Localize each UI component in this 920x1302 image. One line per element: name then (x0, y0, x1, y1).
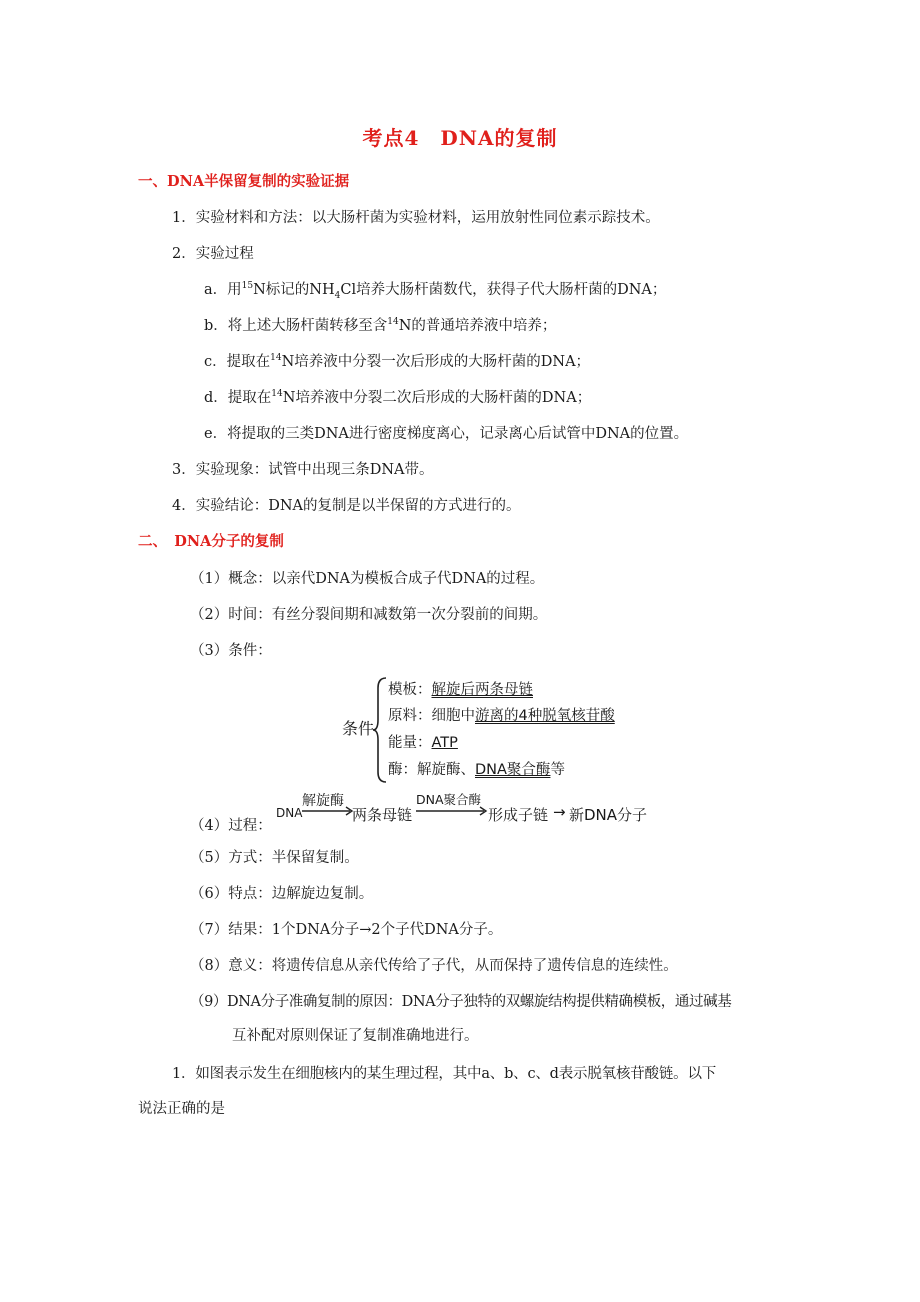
step-e: e．将提取的三类DNA进行密度梯度离心，记录离心后试管中DNA的位置。 (204, 426, 689, 442)
condition-energy-value: ATP (431, 735, 458, 751)
flow-arrow-1-icon (302, 806, 354, 816)
condition-template-key: 模板： (388, 682, 432, 698)
step-c-post: N培养液中分裂一次后形成的大肠杆菌的DNA； (281, 354, 591, 370)
step-b-sup: 14 (387, 317, 399, 328)
step-b (204, 314, 556, 335)
step-d-sup: 14 (271, 389, 283, 400)
condition-material (388, 704, 615, 725)
condition-template (388, 678, 533, 699)
point-significance: （8）意义：将遗传信息从亲代传给了子代，从而保持了遗传信息的连续性。 (190, 958, 678, 974)
item-experiment-process: 2．实验过程 (172, 246, 254, 262)
step-a-sub: 4 (334, 290, 341, 301)
point-result: （7）结果：1个DNA分子→2个子代DNA分子。 (190, 922, 503, 938)
item-materials-methods: 1．实验材料和方法：以大肠杆菌为实验材料，运用放射性同位素示踪技术。 (172, 210, 660, 226)
step-a-mid: N标记的NH (253, 282, 335, 298)
brace-icon (372, 676, 388, 784)
step-c-pre: c．提取在 (204, 354, 271, 370)
flow-start: DNA (276, 806, 303, 820)
point-time: （2）时间：有丝分裂间期和减数第一次分裂前的间期。 (190, 607, 548, 623)
condition-enzyme-value: DNA聚合酶 (475, 762, 551, 778)
step-a-sup: 15 (241, 281, 254, 292)
condition-energy (388, 731, 458, 752)
conditions-label: 条件 (342, 719, 375, 738)
page-title: 考点4 DNA的复制 (362, 126, 558, 150)
flow-enzyme-1: 解旋酶 (302, 793, 344, 809)
condition-enzyme-tail: 等 (550, 762, 565, 778)
section-heading-2: 二、 DNA分子的复制 (138, 533, 284, 550)
flow-mid: 两条母链 (352, 806, 413, 824)
condition-enzyme (388, 758, 565, 779)
step-d-pre: d．提取在 (204, 390, 272, 406)
point-feature: （6）特点：边解旋边复制。 (190, 886, 374, 902)
condition-energy-key: 能量： (388, 735, 432, 751)
flow-step-3: 形成子链 (488, 806, 549, 824)
question-line-2: 说法正确的是 (138, 1101, 225, 1117)
step-b-pre: b．将上述大肠杆菌转移至含 (204, 318, 388, 334)
point-conditions: （3）条件： (190, 643, 272, 659)
item-phenomenon: 3．实验现象：试管中出现三条DNA带。 (172, 462, 434, 478)
step-c-sup: 14 (270, 353, 282, 364)
step-a-pre: a．用 (204, 282, 242, 298)
condition-material-key: 原料：细胞中 (388, 708, 475, 724)
step-c (204, 350, 590, 371)
step-a (204, 278, 666, 299)
condition-template-value: 解旋后两条母链 (431, 682, 533, 698)
step-d-post: N培养液中分裂二次后形成的大肠杆菌的DNA； (282, 390, 592, 406)
point-concept: （1）概念：以亲代DNA为模板合成子代DNA的过程。 (190, 571, 545, 587)
flow-arrow-2-icon (416, 806, 488, 816)
step-d (204, 386, 591, 407)
step-a-post: Cl培养大肠杆菌数代，获得子代大肠杆菌的DNA； (340, 282, 667, 298)
section-heading-1: 一、DNA半保留复制的实验证据 (138, 173, 350, 190)
point-mode: （5）方式：半保留复制。 (190, 850, 359, 866)
flow-enzyme-2: DNA聚合酶 (416, 792, 482, 807)
point-process: （4）过程： (190, 818, 272, 834)
process-flow (276, 790, 666, 828)
step-b-post: N的普通培养液中培养； (398, 318, 557, 334)
question-line-1: 1．如图表示发生在细胞核内的某生理过程，其中a、b、c、d表示脱氧核苷酸链。以下 (172, 1066, 717, 1082)
conditions-diagram (340, 674, 670, 786)
condition-material-value: 游离的4种脱氧核苷酸 (475, 708, 615, 724)
point-reason-line-1: （9）DNA分子准确复制的原因：DNA分子独特的双螺旋结构提供精确模板，通过碱基 (190, 994, 732, 1010)
flow-arrow-3-icon: → (553, 803, 566, 821)
flow-end: 新DNA分子 (569, 806, 648, 824)
condition-enzyme-key: 酶：解旋酶、 (388, 762, 475, 778)
point-reason-line-2: 互补配对原则保证了复制准确地进行。 (232, 1028, 479, 1044)
item-conclusion: 4．实验结论：DNA的复制是以半保留的方式进行的。 (172, 498, 521, 514)
